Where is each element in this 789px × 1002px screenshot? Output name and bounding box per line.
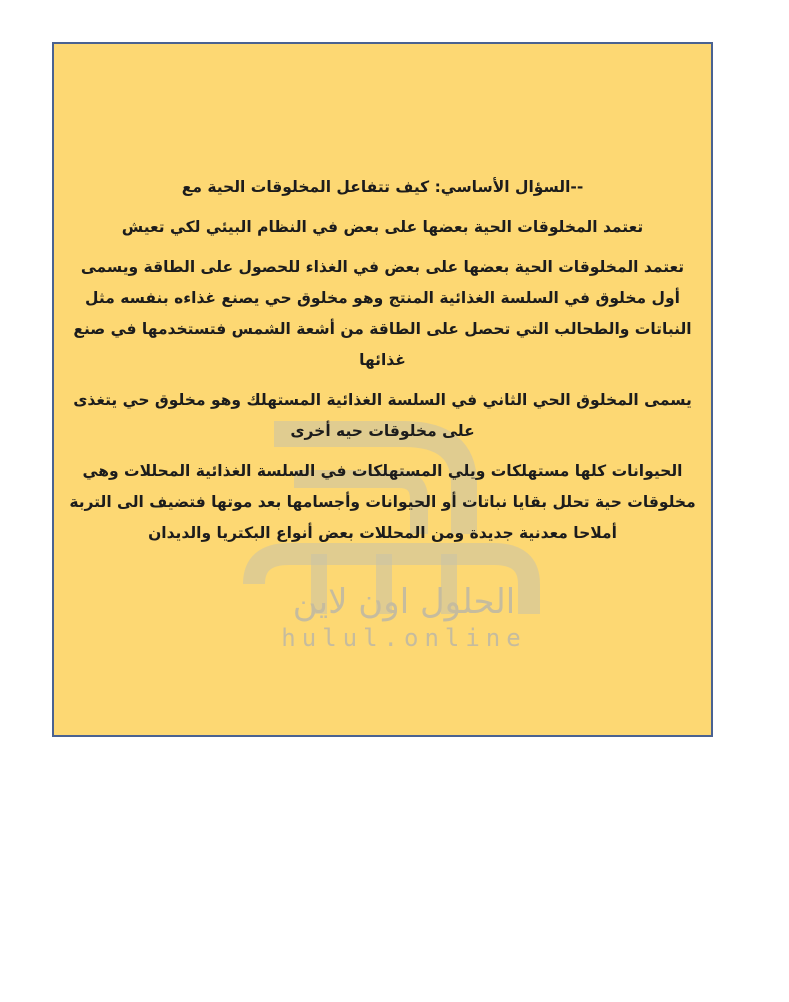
- watermark-url-text: hulul.online: [281, 624, 527, 652]
- paragraph-producer: تعتمد المخلوقات الحية بعضها على بعض في الغذاء للحصول على الطاقة ويسمى أول مخلوق في السلسة الغذائية المنتج وهو مخلوق حي يصنع غذاءه بنفسه مثل النباتات والطحالب التي تحصل على الطاقة من أشعة الشمس فتستخدمها في صنع غذائها: [73, 258, 692, 369]
- paragraph-decomposers: الحيوانات كلها مستهلكات ويلي المستهلكات في السلسة الغذائية المحللات وهي مخلوقات حية تحلل بقايا نباتات أو الحيوانات وأجسامها بعد موتها فتضيف الى التربة أملاحا معدنية جديدة ومن المحللات بعض أنواع البكتريا والديدان: [69, 462, 696, 542]
- paragraph-consumer: يسمى المخلوق الحي الثاني في السلسة الغذائية المستهلك وهو مخلوق حي يتغذى على مخلوقات حيه أخرى: [73, 391, 692, 440]
- document-card: [52, 42, 713, 737]
- document-body: [54, 172, 711, 558]
- essential-question: --السؤال الأساسي: كيف تتفاعل المخلوقات الحية مع: [181, 178, 584, 196]
- watermark-brand-text: الحلول اون لاين: [292, 582, 516, 622]
- paragraph-ecosystem-dependence: تعتمد المخلوقات الحية بعضها على بعض في النظام البيئي لكي تعيش: [121, 218, 644, 236]
